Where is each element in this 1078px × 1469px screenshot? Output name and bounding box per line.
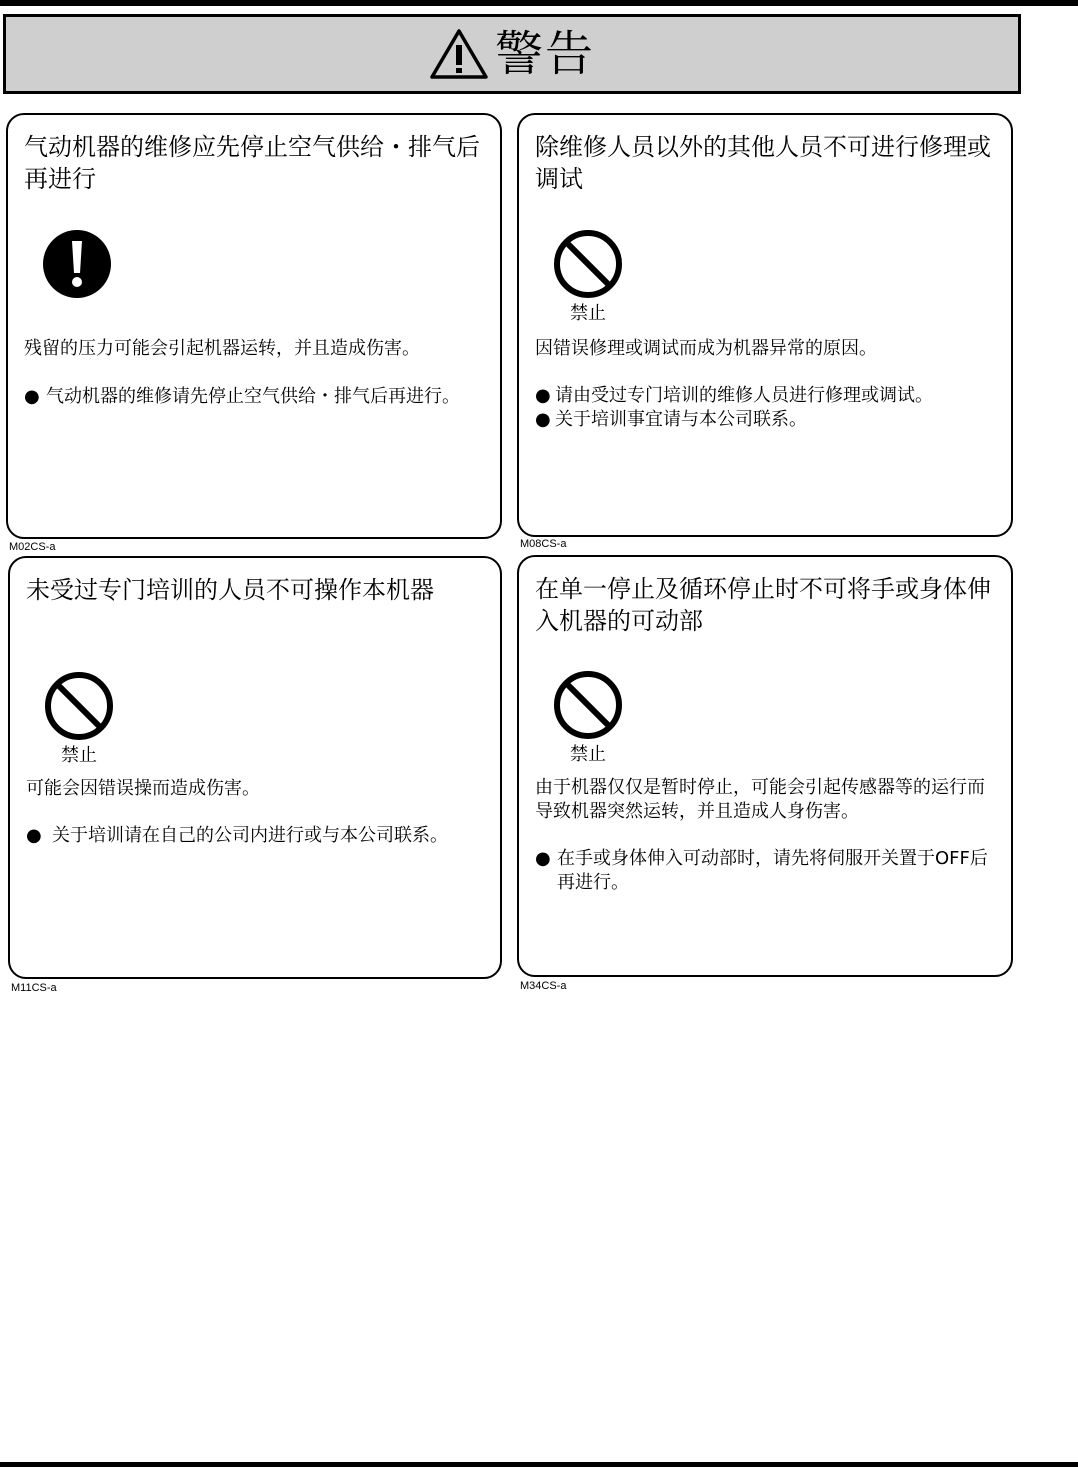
prohibited-symbol — [553, 229, 623, 325]
card-bullets — [535, 847, 1001, 895]
warning-card-untrained-operation — [8, 556, 502, 979]
card-code: M02CS-a — [9, 541, 56, 553]
card-description: 可能会因错误操而造成伤害。 — [26, 778, 260, 799]
bullet-dot-icon: ● — [535, 848, 551, 869]
prohibited-icon — [44, 671, 114, 741]
symbol-label: 禁止 — [570, 303, 606, 324]
card-bullets — [26, 824, 490, 848]
warning-card-air-supply — [6, 113, 502, 539]
bullet-dot-icon: ● — [26, 825, 42, 846]
warning-banner — [3, 14, 1021, 94]
list-item: ● 在手或身体伸入可动部时，请先将伺服开关置于OFF后再进行。 — [535, 848, 988, 893]
card-description: 残留的压力可能会引起机器运转，并且造成伤害。 — [24, 338, 420, 359]
bullet-dot-icon: ● — [535, 385, 551, 406]
card-description: 因错误修理或调试而成为机器异常的原因。 — [535, 338, 877, 359]
list-item: ● 关于培训请在自己的公司内进行或与本公司联系。 — [26, 825, 448, 846]
card-code: M08CS-a — [520, 538, 567, 550]
warning-card-repair-personnel — [517, 113, 1013, 537]
list-item: ● 关于培训事宜请与本公司联系。 — [535, 409, 807, 430]
warning-card-hands-in-machine — [517, 555, 1013, 977]
symbol-label: 禁止 — [570, 744, 606, 765]
bullet-dot-icon: ● — [24, 386, 40, 407]
card-code: M11CS-a — [11, 982, 57, 994]
list-item: ● 气动机器的维修请先停止空气供给・排气后再进行。 — [24, 386, 460, 407]
mandatory-icon — [42, 229, 112, 299]
bullet-dot-icon: ● — [535, 409, 551, 430]
card-title: 未受过专门培训的人员不可操作本机器 — [26, 576, 434, 604]
warning-triangle-icon — [429, 28, 489, 80]
mandatory-symbol — [42, 229, 112, 299]
prohibited-symbol — [44, 671, 114, 767]
banner-title — [429, 28, 595, 80]
card-title: 气动机器的维修应先停止空气供给・排气后再进行 — [24, 133, 480, 193]
list-item: ● 请由受过专门培训的维修人员进行修理或调试。 — [535, 385, 933, 406]
top-rule — [0, 0, 1078, 6]
symbol-label: 禁止 — [61, 745, 97, 766]
prohibited-symbol — [553, 670, 623, 766]
prohibited-icon — [553, 670, 623, 740]
prohibited-icon — [553, 229, 623, 299]
card-description: 由于机器仅仅是暂时停止，可能会引起传感器等的运行而导致机器突然运转，并且造成人身伤害。 — [535, 777, 985, 822]
card-code: M34CS-a — [520, 980, 567, 992]
bottom-rule — [0, 1462, 1078, 1467]
card-title: 在单一停止及循环停止时不可将手或身体伸入机器的可动部 — [535, 575, 991, 635]
banner-title-text: 警告 — [494, 26, 595, 82]
card-bullets — [24, 385, 490, 409]
card-title: 除维修人员以外的其他人员不可进行修理或调试 — [535, 133, 991, 193]
card-bullets — [535, 384, 1001, 432]
